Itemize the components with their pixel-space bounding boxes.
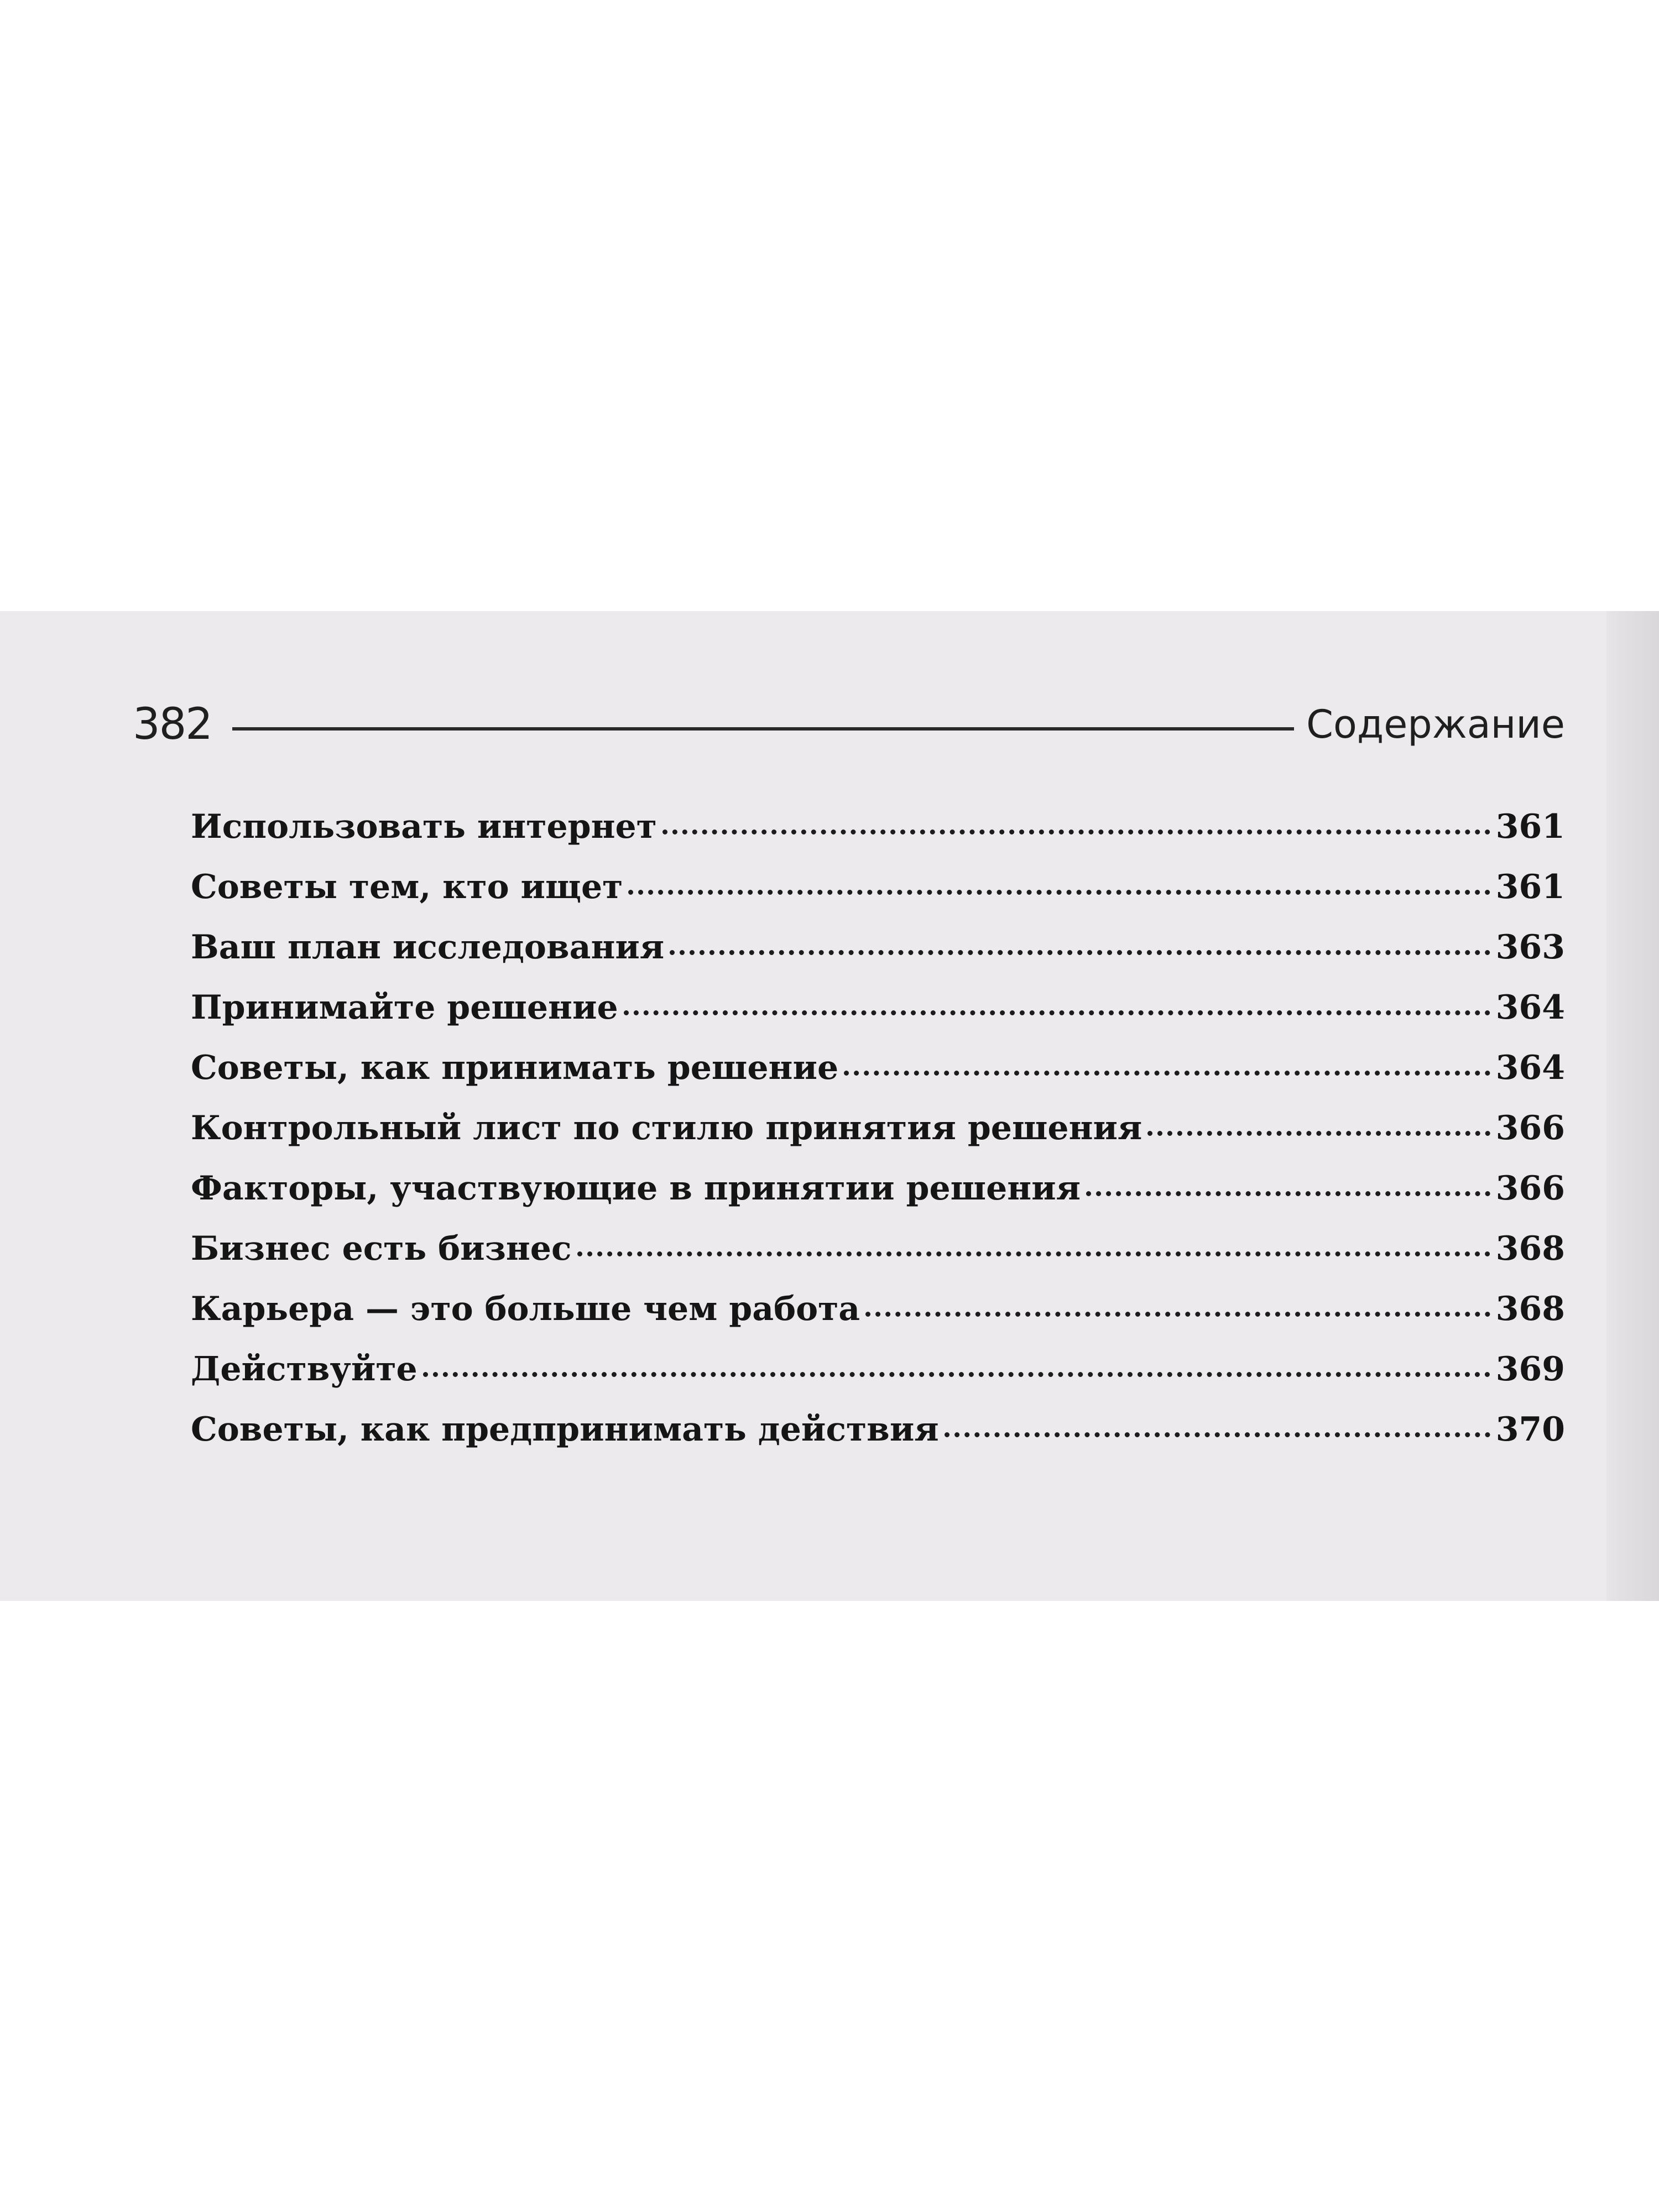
toc-entry-page: 370: [1495, 1410, 1565, 1449]
toc-entry-title: Факторы, участвующие в принятии решения: [191, 1169, 1081, 1208]
toc-entry: [191, 1229, 1565, 1290]
toc-entry-title: Советы, как принимать решение: [191, 1048, 839, 1087]
dot-leader: [945, 1432, 1490, 1437]
dot-leader: [628, 890, 1490, 895]
toc-entry-title: Контрольный лист по стилю принятия решения: [191, 1109, 1142, 1147]
toc-entry-page: 361: [1495, 807, 1565, 846]
toc-entry: [191, 807, 1565, 868]
toc-entry: [191, 1410, 1565, 1470]
dot-leader: [662, 830, 1490, 834]
table-of-contents: [191, 807, 1565, 1470]
dot-leader: [577, 1251, 1490, 1256]
dot-leader: [423, 1372, 1490, 1377]
page-edge: [1606, 611, 1659, 1601]
toc-entry-page: 368: [1495, 1229, 1565, 1268]
dot-leader: [624, 1010, 1490, 1015]
dot-leader: [844, 1071, 1490, 1076]
toc-entry-page: 366: [1495, 1109, 1565, 1147]
section-title: Содержание: [1306, 702, 1565, 747]
toc-entry: [191, 988, 1565, 1048]
toc-entry: [191, 1169, 1565, 1229]
header-rule: [232, 727, 1294, 731]
toc-entry-title: Действуйте: [191, 1350, 418, 1389]
dot-leader: [670, 950, 1490, 955]
toc-entry: [191, 1290, 1565, 1350]
toc-entry-title: Принимайте решение: [191, 988, 618, 1027]
dot-leader: [1147, 1131, 1490, 1136]
toc-entry-title: Советы, как предпринимать действия: [191, 1410, 939, 1449]
dot-leader: [865, 1312, 1490, 1317]
running-head: [133, 694, 1565, 755]
toc-entry-title: Использовать интернет: [191, 807, 657, 846]
toc-entry: [191, 928, 1565, 988]
page-number: 382: [133, 700, 212, 749]
toc-entry-title: Бизнес есть бизнес: [191, 1229, 572, 1268]
toc-entry: [191, 1048, 1565, 1109]
toc-entry-title: Ваш план исследования: [191, 928, 665, 967]
toc-entry: [191, 1109, 1565, 1169]
toc-entry-page: 364: [1495, 988, 1565, 1027]
toc-entry-page: 366: [1495, 1169, 1565, 1208]
toc-entry: [191, 1350, 1565, 1410]
toc-entry: [191, 868, 1565, 928]
toc-entry-page: 363: [1495, 928, 1565, 967]
toc-entry-page: 368: [1495, 1290, 1565, 1328]
toc-entry-title: Карьера — это больше чем работа: [191, 1290, 860, 1328]
toc-entry-page: 364: [1495, 1048, 1565, 1087]
toc-entry-page: 361: [1495, 868, 1565, 906]
dot-leader: [1086, 1191, 1490, 1196]
toc-entry-page: 369: [1495, 1350, 1565, 1389]
toc-entry-title: Советы тем, кто ищет: [191, 868, 623, 906]
